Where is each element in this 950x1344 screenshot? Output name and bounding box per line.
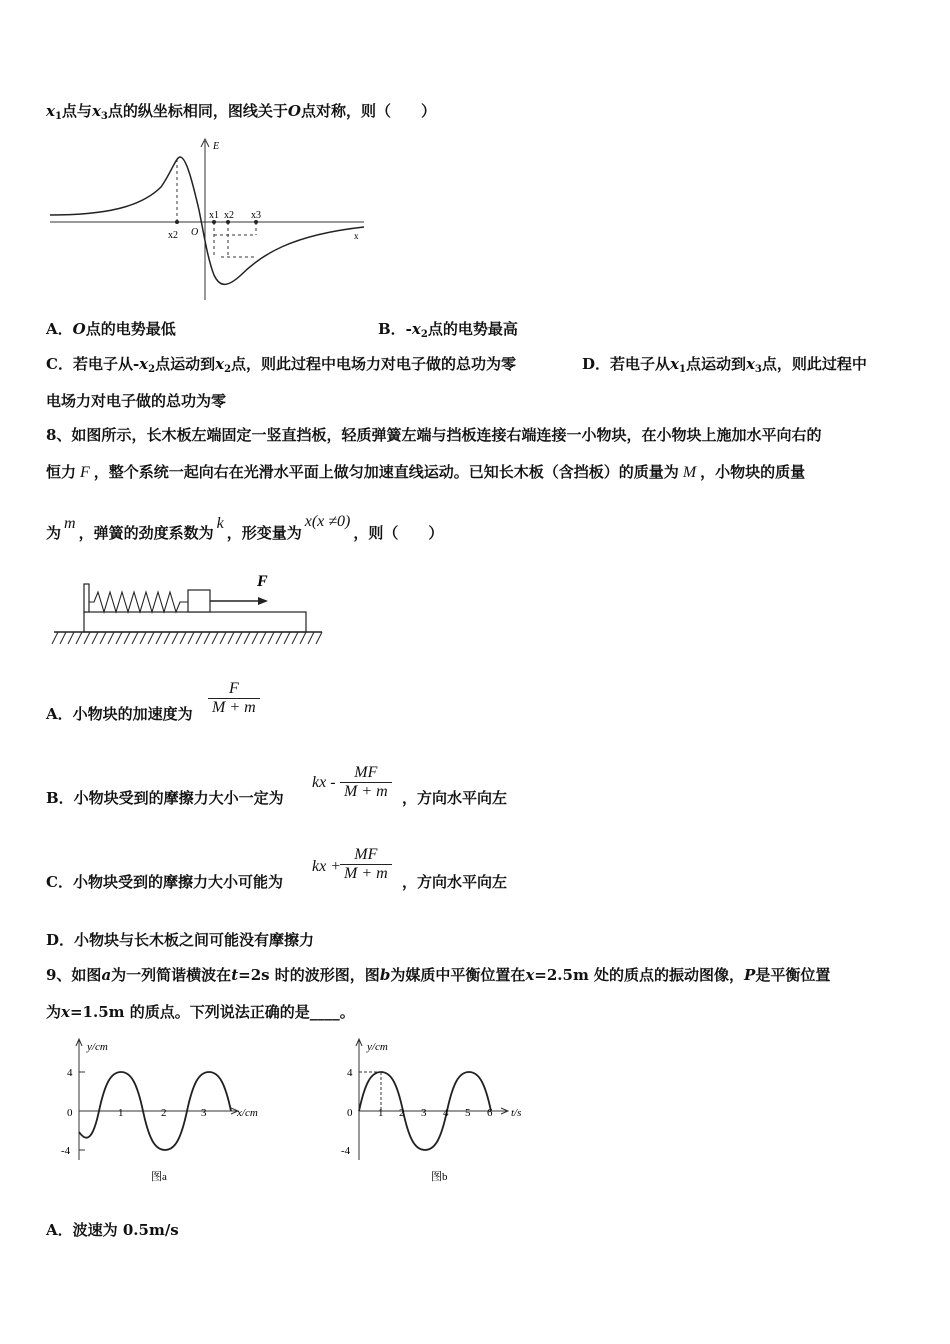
q8-opt-c-fraction [340, 846, 392, 883]
q8-l2-b: ，整个系统一起向右在光滑水平面上做匀加速直线运动。已知长木板（含挡板）的质量为 [93, 463, 679, 481]
q8-opt-b-tail: ，方向水平向左 [402, 789, 508, 807]
q7-intro-x1: x [46, 102, 55, 120]
q9-l1-e: =2.5m 处的质点的振动图像， [534, 966, 745, 984]
q9-l1-b-var: b [379, 966, 391, 984]
q7-option-c[interactable] [46, 354, 516, 380]
q8-l3-m: m [64, 515, 76, 532]
q9a-tick1: 1 [118, 1107, 124, 1119]
q9-graph-b [335, 1036, 545, 1186]
q7-option-a[interactable] [46, 319, 176, 339]
q8-l2-a: 恒力 [46, 463, 77, 481]
q9b-tick2: 2 [399, 1107, 405, 1119]
q8-opt-c-den: M + m [344, 865, 388, 882]
q7-opt-c-x: x [139, 355, 149, 373]
q7-opt-d-mid: 点运动到 [685, 355, 746, 373]
q7-opt-d-sub: 1 [678, 364, 686, 375]
q9-l1-b: 为一列简谐横波在 [111, 966, 232, 984]
q8-opt-b-kx: kx - [312, 774, 336, 791]
q8-opt-a-num: F [228, 680, 239, 697]
q9b-y-neg: -4 [341, 1145, 351, 1157]
q9-graph-a [55, 1036, 275, 1186]
q9a-tick3: 3 [201, 1107, 207, 1119]
q7-point-neg-x2 [175, 220, 179, 224]
q9-l1-x: x [525, 966, 535, 984]
q7-opt-c-sub2: 2 [224, 364, 232, 375]
q9a-origin: 0 [67, 1107, 73, 1119]
q8-l2-c: ，小物块的质量 [700, 463, 806, 481]
q8-line2 [46, 462, 805, 483]
q7-intro-sub3: 3 [100, 111, 108, 122]
q7-label-o: O [191, 227, 199, 238]
q7-opt-b-text: 点的电势最高 [427, 320, 518, 338]
q8-option-d[interactable]: D．小物块与长木板之间可能没有摩擦力 [46, 931, 315, 949]
q9b-tick4: 4 [443, 1107, 449, 1119]
q9a-caption: 图a [151, 1171, 167, 1183]
q8-l3-c: ，形变量为 [226, 524, 302, 542]
q8-baffle [84, 584, 89, 612]
q8-spring-figure [50, 568, 330, 650]
q7-opt-d-x: x [670, 355, 679, 373]
q9-line1 [46, 965, 830, 985]
q8-force-arrowhead [258, 597, 268, 605]
q9-l1-t: t [231, 966, 239, 984]
q8-opt-a-fraction [208, 680, 260, 717]
q9-l2-b: =1.5m 的质点。下列说法正确的是____。 [69, 1003, 355, 1021]
q8-opt-c-num: MF [354, 846, 378, 863]
q7-option-d-cont: 电场力对电子做的总功为零 [46, 392, 227, 410]
q9b-tick6: 6 [487, 1107, 493, 1119]
q8-option-a[interactable]: A．小物块的加速度为 [46, 705, 193, 723]
q8-l3-x: x(x ≠0) [304, 513, 351, 530]
q7-label-e: E [213, 141, 220, 152]
q9-option-a[interactable]: A．波速为 0.5m/s [46, 1221, 179, 1239]
q8-opt-b-num: MF [354, 764, 378, 781]
q7-opt-c-sub: 2 [148, 364, 156, 375]
q8-option-b[interactable]: B．小物块受到的摩擦力大小一定为 [46, 789, 284, 807]
q9-l2-x: x [61, 1003, 70, 1021]
q7-label-xaxis: x [354, 231, 359, 241]
q9a-tick2: 2 [161, 1107, 167, 1119]
q7-opt-b-x: x [411, 320, 421, 338]
q9b-origin: 0 [347, 1107, 353, 1119]
q9-l1-f: 是平衡位置 [755, 966, 831, 984]
q8-l2-f: F [80, 464, 90, 481]
q8-l3-b: ，弹簧的劲度系数为 [78, 524, 214, 542]
q8-l3-a: 为 [46, 524, 62, 542]
q8-force-label: F [257, 573, 268, 590]
q7-intro-rest: 点的纵坐标相同，图线关于 [107, 102, 288, 120]
q7-field-curve [50, 157, 364, 284]
q7-intro-o: O [287, 102, 301, 120]
q9a-y-neg: -4 [61, 1145, 71, 1157]
q7-opt-d-text: 点，则此过程中 [761, 355, 867, 373]
q9-l1-a: 9、如图 [46, 966, 102, 984]
q8-option-c[interactable]: C．小物块受到的摩擦力大小可能为 [46, 873, 283, 891]
q8-opt-b-fraction [340, 764, 392, 801]
q8-ground-hatch [52, 632, 322, 644]
q9b-tick5: 5 [465, 1107, 471, 1119]
q7-label-x1: x1 [209, 210, 219, 221]
q7-opt-b-prefix: B．- [378, 320, 412, 338]
q7-label-x3: x3 [251, 210, 261, 221]
q9b-tick1: 1 [378, 1107, 384, 1119]
q9-l1-a-var: a [101, 966, 112, 984]
q9b-tick3: 3 [421, 1107, 427, 1119]
q8-line3 [46, 513, 444, 544]
q8-opt-c-tail: ，方向水平向左 [402, 873, 508, 891]
q9-l1-d: 为媒质中平衡位置在 [390, 966, 526, 984]
q7-option-d[interactable] [582, 354, 867, 380]
q7-opt-d-x3: x [745, 355, 755, 373]
q8-l3-d: ，则（ ） [353, 524, 444, 542]
q9b-caption: 图b [431, 1171, 448, 1183]
q7-intro-mid: 点与 [61, 102, 92, 120]
q7-opt-a-prefix: A． [46, 320, 73, 338]
q7-intro-sub1: 1 [54, 111, 62, 122]
q7-opt-a-text: 点的电势最低 [85, 320, 176, 338]
q8-opt-a-den: M + m [212, 699, 256, 716]
q7-opt-d-sub3: 3 [754, 364, 762, 375]
q7-label-x2: x2 [224, 210, 234, 221]
q7-intro [46, 101, 436, 127]
q7-opt-c-x2: x [215, 355, 225, 373]
q7-intro-end: 点对称，则（ ） [300, 102, 436, 120]
q8-opt-c-kx: kx + [312, 858, 341, 875]
q9b-y-pos: 4 [347, 1067, 353, 1079]
q7-opt-b-sub: 2 [420, 329, 428, 340]
q7-intro-x3: x [91, 102, 101, 120]
q7-field-graph [46, 135, 376, 305]
q9b-xlabel: t/s [511, 1107, 522, 1119]
q7-opt-c-mid: 点运动到 [155, 355, 216, 373]
q9a-xlabel: x/cm [237, 1107, 258, 1119]
q8-opt-b-den: M + m [344, 783, 388, 800]
q9-l1-c: =2s 时的波形图，图 [238, 966, 380, 984]
q9a-y-pos: 4 [67, 1067, 73, 1079]
q7-opt-d-prefix: D．若电子从 [582, 355, 671, 373]
q7-opt-c-prefix: C．若电子从- [46, 355, 140, 373]
q8-l2-M: M [682, 464, 697, 481]
q9b-ylabel: y/cm [367, 1041, 388, 1053]
q7-option-b[interactable] [378, 319, 518, 345]
q7-label-neg-x2: x2 [168, 230, 178, 241]
q9-l2-a: 为 [46, 1003, 62, 1021]
q7-opt-a-o: O [72, 320, 86, 338]
q9-l1-p: P [744, 966, 756, 984]
q8-l3-k: k [216, 515, 224, 532]
q8-long-board [84, 612, 306, 632]
q8-line1: 8、如图所示，长木板左端固定一竖直挡板，轻质弹簧左端与挡板连接右端连接一小物块，在小物块上施加水平向右的 [46, 426, 822, 444]
q8-block [188, 590, 210, 612]
q8-spring [89, 592, 188, 612]
q9a-ylabel: y/cm [87, 1041, 108, 1053]
q7-opt-c-text: 点，则此过程中电场力对电子做的总功为零 [231, 355, 517, 373]
q9-line2 [46, 1002, 355, 1022]
